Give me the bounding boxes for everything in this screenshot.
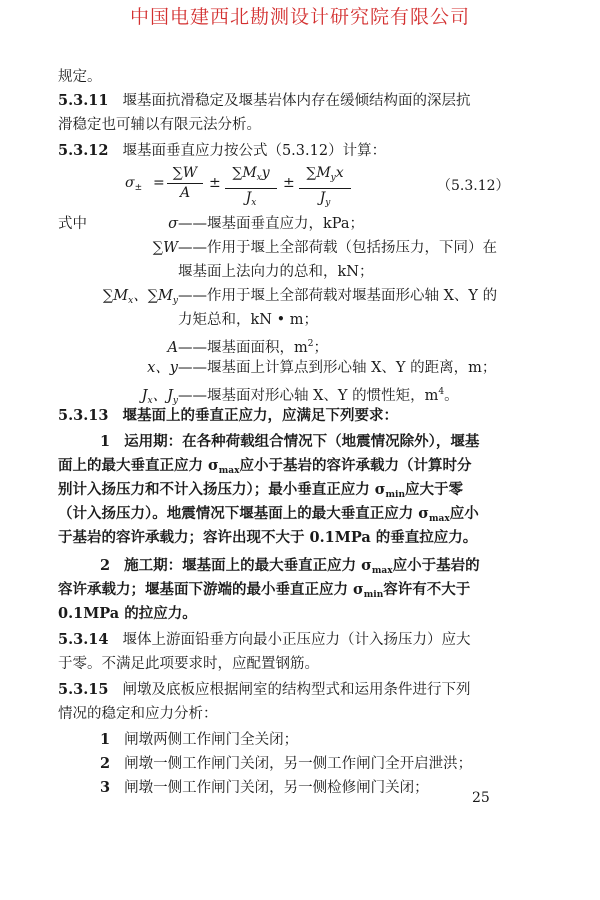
list-item: 2 闸墩一侧工作闸门关闭，另一侧工作闸门全开启泄洪； <box>100 755 473 772</box>
page-number: 25 <box>472 790 490 806</box>
symbol-desc: ——堰基面面积，$m^2$； <box>178 339 328 356</box>
item-2: 2 施工期：堰基面上的最大垂直正应力 $\sigma_{max}$应小于基岩的 <box>100 557 480 576</box>
formula-plus-minus: ± <box>283 175 295 191</box>
item-1: 1 运用期：在各种荷载组合情况下（地震情况除外），堰基 <box>100 433 480 450</box>
item-number: 3 <box>100 779 111 796</box>
clause-text: 堰基面上的垂直正应力，应满足下列要求： <box>122 407 398 424</box>
where-w <box>58 238 497 258</box>
formula-reference: （5.3.12） <box>437 178 510 194</box>
symbol-term: ∑W <box>152 240 178 256</box>
text-line: （计入扬压力）。地震情况下堰基面上的最大垂直正应力 $\sigma_{max}$应小 <box>58 505 479 524</box>
list-item: 1 闸墩两侧工作闸门全关闭； <box>100 731 299 748</box>
clause-text: 闸墩及底板应根据闸室的结构型式和运用条件进行下列 <box>122 682 471 698</box>
clause-5-3-11 <box>58 91 470 111</box>
item-number: 2 <box>100 557 111 574</box>
clause-number: 5.3.12 <box>58 142 109 159</box>
symbol-desc: ——作用于堰上全部荷载（包括扬压力，下同）在 <box>178 240 497 256</box>
clause-number: 5.3.11 <box>58 92 109 109</box>
text-line: 于基岩的容许承载力；容许出现不大于 0.1MPa 的垂直拉应力。 <box>58 529 478 546</box>
symbol-term: σ <box>168 216 178 232</box>
symbol-term: $\sum M_x$、$\sum M_y$ <box>102 288 178 306</box>
list-item: 3 闸墩一侧工作闸门关闭，另一侧检修闸门关闭； <box>100 779 429 796</box>
fraction-mx-jx: $\sum M_xy$ $J_x$ <box>225 164 277 212</box>
text-line: 别计入扬压力和不计入扬压力）；最小垂直正应力 $\sigma_{min}$应大于零 <box>58 481 463 500</box>
where-xy <box>58 358 496 378</box>
fraction-w-a: $\frac{\sum W}{A}$ <box>167 164 203 202</box>
clause-5-3-12 <box>58 141 386 161</box>
where-sigma <box>58 214 364 234</box>
symbol-desc: ——堰基面对形心轴 X、Y 的惯性矩，$m^4$。 <box>178 387 459 404</box>
where-a <box>58 334 328 358</box>
symbol-term: $J_x$、$J_y$ <box>141 388 178 406</box>
symbol-term: x、y <box>147 360 178 376</box>
text-line: 于零。不满足此项要求时，应配置钢筋。 <box>58 656 319 672</box>
symbol-desc-cont: 堰基面上法向力的总和，kN； <box>178 264 374 280</box>
where-m <box>58 286 497 311</box>
text-line: 面上的最大垂直正应力 $\sigma_{max}$应小于基岩的容许承载力（计算时分 <box>58 457 472 476</box>
item-number: 2 <box>100 755 111 772</box>
text-line: 0.1MPa 的拉应力。 <box>58 605 197 622</box>
formula-5-3-12 <box>125 164 545 208</box>
clause-text: 堰基面抗滑稳定及堰基岩体内存在缓倾结构面的深层抗 <box>122 93 471 109</box>
clause-text: 堰基面垂直应力按公式（5.3.12）计算： <box>122 143 387 159</box>
text-line: 容许承载力；堰基面下游端的最小垂直正应力 $\sigma_{min}$容许有不大于 <box>58 581 471 600</box>
symbol-desc: ——堰基面垂直应力，kPa； <box>178 216 365 232</box>
symbol-desc: ——作用于堰上全部荷载对堰基面形心轴 X、Y 的 <box>178 288 498 304</box>
text-line: 情况的稳定和应力分析： <box>58 706 218 722</box>
where-label: 式中 <box>58 216 87 232</box>
clause-5-3-14 <box>58 630 470 650</box>
clause-number: 5.3.13 <box>58 407 109 424</box>
clause-number: 5.3.15 <box>58 681 109 698</box>
formula-equals: = <box>153 175 165 191</box>
formula-plus-minus: ± <box>209 175 221 191</box>
symbol-term: A <box>167 340 178 356</box>
item-number: 1 <box>100 433 111 450</box>
company-watermark: 中国电建西北勘测设计研究院有限公司 <box>129 6 470 28</box>
clause-5-3-13 <box>58 406 398 426</box>
fraction-my-jy: $\sum M_yx$ $J_y$ <box>299 164 351 212</box>
clause-text: 堰体上游面铅垂方向最小正压应力（计入扬压力）应大 <box>122 632 471 648</box>
clause-5-3-15 <box>58 680 470 700</box>
text-line: 规定。 <box>58 69 102 85</box>
text-line: 滑稳定也可辅以有限元法分析。 <box>58 117 261 133</box>
symbol-desc: ——堰基面上计算点到形心轴 X、Y 的距离，m； <box>178 360 497 376</box>
formula-lhs: $\sigma_\pm$ <box>125 175 143 193</box>
clause-number: 5.3.14 <box>58 631 109 648</box>
symbol-desc-cont: 力矩总和，kN • m； <box>178 312 318 328</box>
item-number: 1 <box>100 731 111 748</box>
